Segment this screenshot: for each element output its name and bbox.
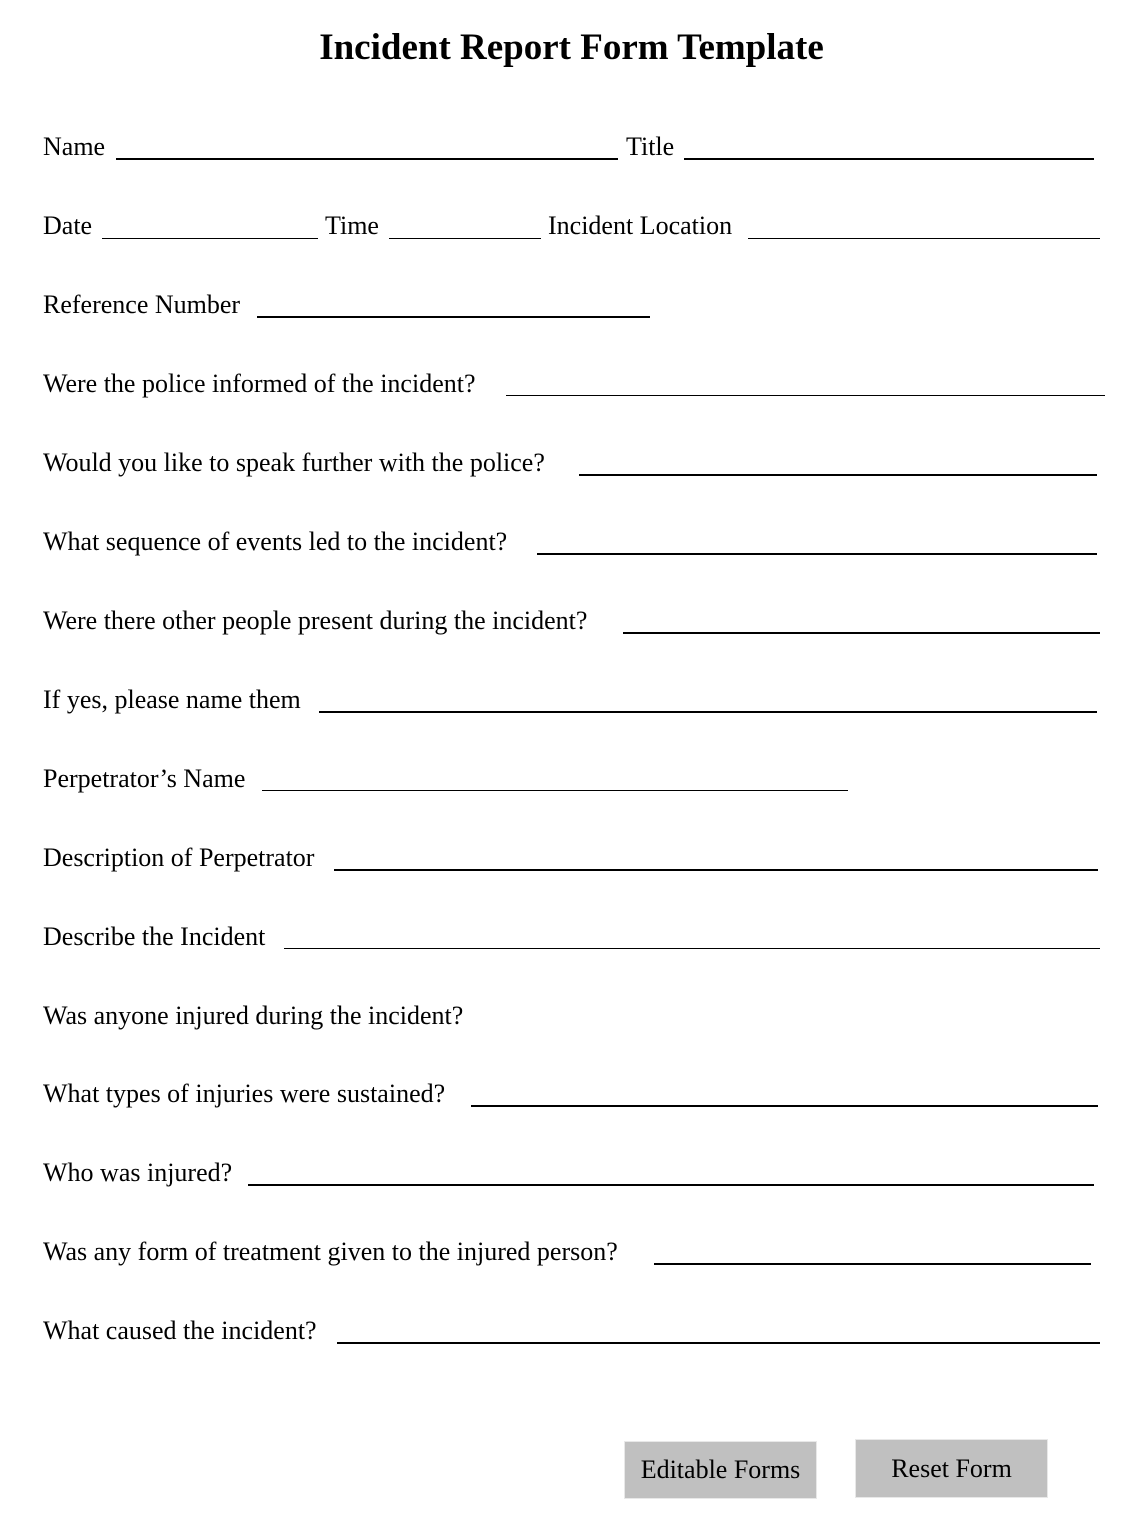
sequence-events-field[interactable] — [537, 523, 1097, 555]
anyone-injured-label: Was anyone injured during the incident? — [43, 1001, 464, 1030]
describe-incident-field[interactable] — [284, 918, 1100, 949]
time-label: Time — [325, 211, 379, 240]
injury-types-label: What types of injuries were sustained? — [43, 1079, 446, 1108]
page-title: Incident Report Form Template — [319, 27, 824, 68]
date-field[interactable] — [102, 208, 318, 239]
others-present-label: Were there other people present during the incident? — [43, 606, 588, 635]
time-field[interactable] — [389, 208, 541, 239]
treatment-given-field[interactable] — [654, 1233, 1091, 1265]
name-them-label: If yes, please name them — [43, 685, 301, 714]
who-injured-label: Who was injured? — [43, 1158, 233, 1187]
perpetrator-description-field[interactable] — [334, 839, 1098, 871]
police-informed-field[interactable] — [506, 365, 1105, 396]
perpetrator-name-field[interactable] — [262, 760, 848, 791]
sequence-events-label: What sequence of events led to the incident? — [43, 527, 508, 556]
name-them-field[interactable] — [319, 681, 1097, 713]
police-informed-label: Were the police informed of the incident? — [43, 369, 476, 398]
speak-police-label: Would you like to speak further with the police? — [43, 448, 545, 477]
perpetrator-name-label: Perpetrator’s Name — [43, 764, 246, 793]
cause-label: What caused the incident? — [43, 1316, 317, 1345]
injury-types-field[interactable] — [471, 1075, 1098, 1107]
treatment-given-label: Was any form of treatment given to the injured person? — [43, 1237, 618, 1266]
title-field[interactable] — [684, 128, 1094, 160]
who-injured-field[interactable] — [248, 1154, 1094, 1186]
incident-location-label: Incident Location — [548, 211, 733, 240]
name-field[interactable] — [116, 128, 618, 160]
reference-number-field[interactable] — [257, 286, 650, 318]
speak-police-field[interactable] — [579, 444, 1097, 476]
incident-location-field[interactable] — [748, 208, 1100, 239]
title-label: Title — [626, 132, 675, 161]
reset-form-button[interactable]: Reset Form — [855, 1439, 1048, 1498]
describe-incident-label: Describe the Incident — [43, 922, 266, 951]
cause-field[interactable] — [337, 1312, 1100, 1344]
others-present-field[interactable] — [623, 602, 1100, 634]
perpetrator-description-label: Description of Perpetrator — [43, 843, 315, 872]
editable-forms-button[interactable]: Editable Forms — [624, 1441, 817, 1499]
date-label: Date — [43, 211, 93, 240]
reference-number-label: Reference Number — [43, 290, 241, 319]
name-label: Name — [43, 132, 106, 161]
